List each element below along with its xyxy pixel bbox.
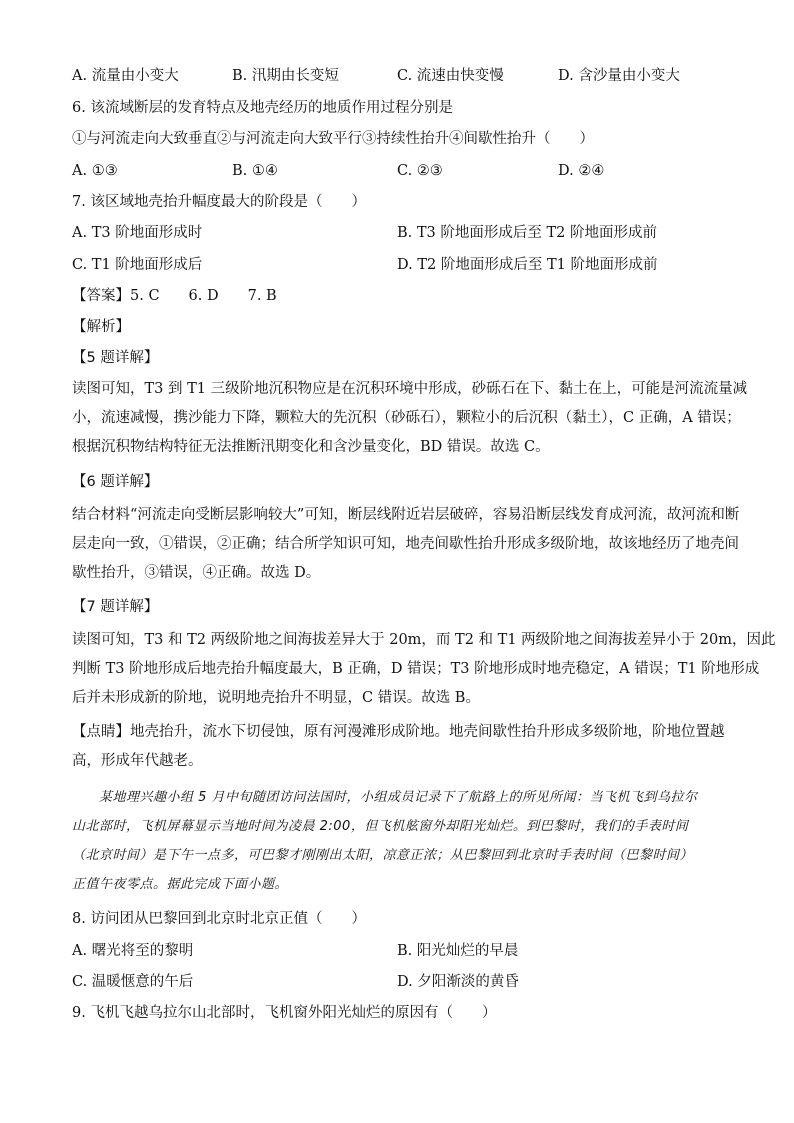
material-line: 正值午夜零点。据此完成下面小题。 — [72, 877, 289, 892]
detail-5-line: 读图可知，T3 到 T1 三级阶地沉积物应是在沉积环境中形成，砂砾石在下、黏土在上，可能是河流流量减 — [72, 381, 748, 397]
q6-stem: 6. 该流域断层的发育特点及地壳经历的地质作用过程分别是 — [72, 100, 453, 116]
answer-label: 【答案】 — [72, 288, 130, 304]
material-line: 某地理兴趣小组 5 月中旬随团访问法国时，小组成员记录下了航路上的所见所闻：当飞机飞到乌拉尔 — [72, 790, 698, 805]
detail-7-line: 后并未形成新的阶地，说明地壳抬升不明显，C 错误。故选 B。 — [72, 690, 480, 706]
q7-option-d: D. T2 阶地面形成后至 T1 阶地面形成前 — [397, 257, 658, 273]
q7-option-b: B. T3 阶地面形成后至 T2 阶地面形成前 — [397, 225, 657, 241]
q6-items: ①与河流走向大致垂直②与河流走向大致平行③持续性抬升④间歇性抬升（ ） — [72, 131, 594, 147]
material-line: （北京时间）是下午一点多，可巴黎才刚刚出太阳，凉意正浓；从巴黎回到北京时手表时间（巴黎时间） — [72, 848, 694, 863]
q5-option-b: B. 汛期由长变短 — [232, 68, 339, 84]
tip-line — [72, 718, 724, 747]
detail-5-body — [72, 375, 748, 462]
material-line: 山北部时，飞机屏幕显示当地时间为凌晨 2:00，但飞机舷窗外却阳光灿烂。到巴黎时，我们的手表时间 — [72, 819, 689, 834]
detail-6-line: 层走向一致，①错误，②正确；结合所学知识可知，地壳间歇性抬升形成多级阶地，故该地经历了地壳间 — [72, 536, 739, 552]
q8-option-b: B. 阳光灿烂的早晨 — [397, 943, 519, 959]
detail-6-title: 【6 题详解】 — [72, 474, 159, 490]
answer-line — [72, 286, 277, 306]
q8-option-a: A. 曙光将至的黎明 — [72, 943, 194, 959]
q5-option-a: A. 流量由小变大 — [72, 68, 179, 84]
material-passage — [72, 783, 724, 899]
q6-option-c: C. ②③ — [397, 163, 443, 179]
detail-6-line: 歇性抬升，③错误，④正确。故选 D。 — [72, 565, 321, 581]
q6-option-d: D. ②④ — [558, 163, 605, 179]
tip-text: 地壳抬升，流水下切侵蚀，原有河漫滩形成阶地。地壳间歇性抬升形成多级阶地，阶地位置越 — [130, 724, 725, 740]
detail-7-title: 【7 题详解】 — [72, 599, 159, 615]
q8-option-d: D. 夕阳渐淡的黄昏 — [397, 974, 519, 990]
q5-option-c: C. 流速由快变慢 — [397, 68, 504, 84]
detail-7-line: 判断 T3 阶地形成后地壳抬升幅度最大，B 正确，D 错误；T3 阶地形成时地壳稳定，A 错误；T1 阶地形成 — [72, 661, 760, 677]
q6-option-b: B. ①④ — [232, 163, 278, 179]
q9-stem: 9. 飞机飞越乌拉尔山北部时，飞机窗外阳光灿烂的原因有（ ） — [72, 1005, 497, 1021]
detail-7-line: 读图可知，T3 和 T2 两级阶地之间海拔差异大于 20m，而 T2 和 T1 两级阶地之间海拔差异小于 20m，因此 — [72, 632, 776, 648]
q7-option-a: A. T3 阶地面形成时 — [72, 225, 203, 241]
q7-option-c: C. T1 阶地面形成后 — [72, 257, 203, 273]
detail-6-line: 结合材料“河流走向受断层影响较大”可知，断层线附近岩层破碎，容易沿断层线发育成河流，故河流和断 — [72, 507, 740, 523]
detail-5-line: 根据沉积物结构特征无法推断汛期变化和含沙量变化，BD 错误。故选 C。 — [72, 439, 550, 455]
q5-option-d: D. 含沙量由小变大 — [558, 68, 680, 84]
tip-body — [72, 718, 724, 776]
detail-5-title: 【5 题详解】 — [72, 350, 159, 366]
tip-line: 高，形成年代越老。 — [72, 753, 203, 769]
answer-text: 5. C 6. D 7. B — [130, 288, 277, 304]
tip-label: 【点睛】 — [72, 724, 130, 740]
analysis-label: 【解析】 — [72, 319, 130, 335]
q8-stem: 8. 访问团从巴黎回到北京时北京正值（ ） — [72, 911, 366, 927]
q8-option-c: C. 温暖惬意的午后 — [72, 974, 194, 990]
q7-stem: 7. 该区域地壳抬升幅度最大的阶段是（ ） — [72, 194, 366, 210]
detail-5-line: 小，流速减慢，携沙能力下降，颗粒大的先沉积（砂砾石），颗粒小的后沉积（黏土），C 正确，A 错误； — [72, 410, 741, 426]
detail-6-body — [72, 501, 740, 588]
q6-option-a: A. ①③ — [72, 163, 118, 179]
detail-7-body — [72, 626, 776, 713]
